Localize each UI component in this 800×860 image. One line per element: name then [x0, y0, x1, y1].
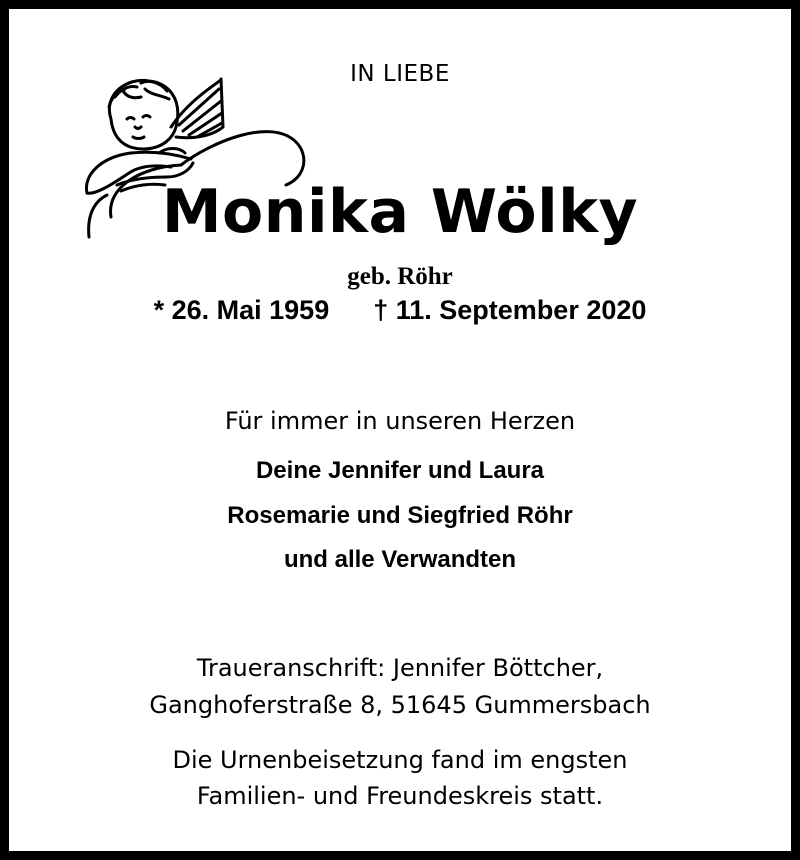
- burial-note-line: Die Urnenbeisetzung fand im engsten: [172, 746, 628, 774]
- mourner-line: Deine Jennifer und Laura: [255, 457, 545, 484]
- mourning-address-line: Traueranschrift: Jennifer Böttcher,: [196, 654, 604, 682]
- maiden-name: geb. Röhr: [347, 263, 453, 290]
- motto: Für immer in unseren Herzen: [224, 407, 576, 435]
- mourning-address-line: Ganghoferstraße 8, 51645 Gummersbach: [149, 691, 651, 719]
- deceased-name: Monika Wölky: [161, 177, 639, 247]
- mourner-line: und alle Verwandten: [283, 546, 517, 573]
- life-dates: [9, 295, 791, 326]
- mourner-line: Rosemarie und Siegfried Röhr: [227, 502, 573, 529]
- birth-date: * 26. Mai 1959: [153, 295, 330, 325]
- death-date: † 11. September 2020: [373, 295, 647, 325]
- intro-heading: IN LIEBE: [350, 61, 450, 87]
- burial-note-line: Familien- und Freundeskreis statt.: [196, 782, 604, 810]
